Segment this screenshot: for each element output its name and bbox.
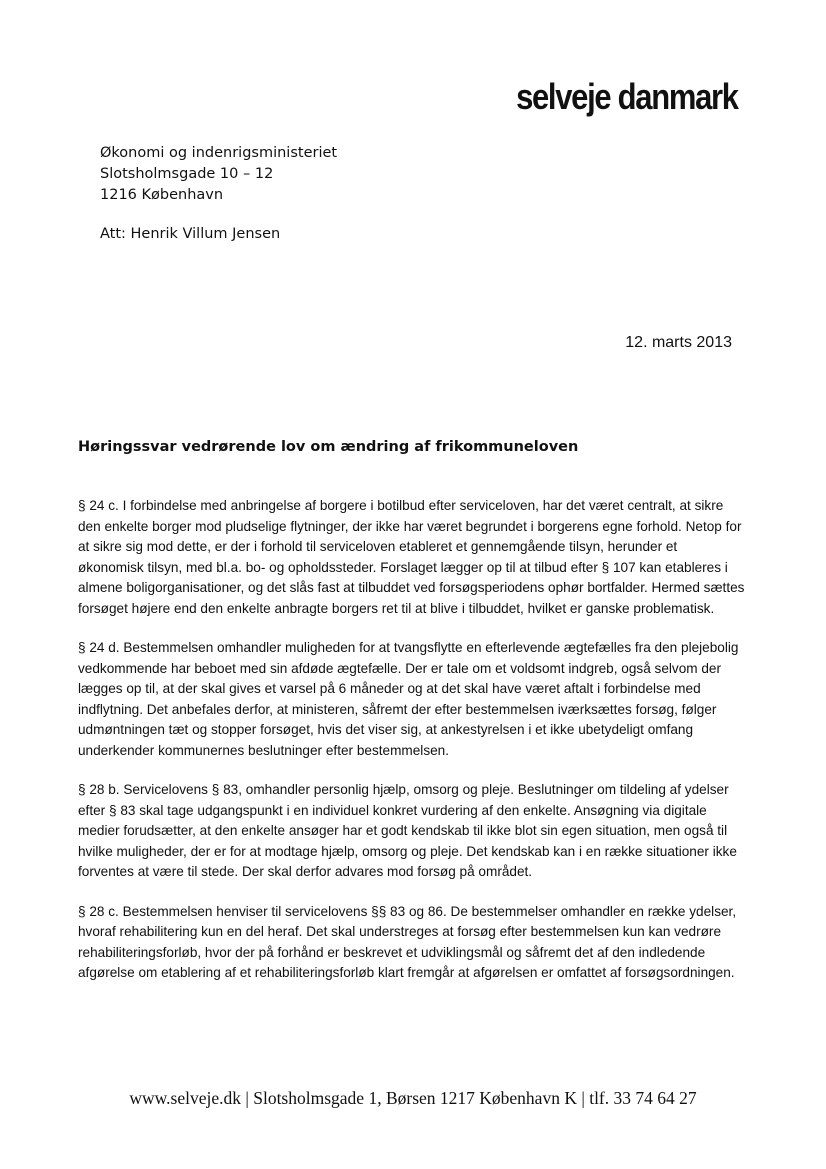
attention-line: Att: Henrik Villum Jensen [100, 226, 281, 242]
letter-subject: Høringssvar vedrørende lov om ændring af frikommuneloven [78, 439, 579, 455]
letter-date: 12. marts 2013 [625, 334, 732, 351]
recipient-name: Økonomi og indenrigsministeriet [100, 145, 338, 161]
recipient-street: Slotsholmsgade 10 – 12 [100, 166, 274, 182]
selveje-danmark-logo: selveje danmark [516, 76, 738, 117]
letter-footer: www.selveje.dk | Slotsholmsgade 1, Børsen 1217 København K | tlf. 33 74 64 27 [129, 1088, 697, 1108]
paragraph-28c: § 28 c. Bestemmelsen henviser til servicelovens §§ 83 og 86. De bestemmelser omhandler en række ydelser, hvoraf rehabilitering kun en del heraf. Det skal understreges at forsøg efter bestemmelsen kun kan vedrøre rehabiliteringsforløb, hvor der på forhånd er beskrevet et udviklingsmål og såfremt det af den indledende afgørelse om etablering af et rehabiliteringsforløb klart fremgår at afgørelsen er omfattet af forsøgsordningen. [78, 903, 737, 980]
paragraph-24d: § 24 d. Bestemmelsen omhandler muligheden for at tvangsflytte en efterlevende ægtefælles fra den plejebolig vedkommende har beboet med sin afdøde ægtefælle. Der er tale om et voldsomt indgreb, også selvom der lægges op til, at der skal gives et varsel på 6 måneder og at det skal have været aftalt i forbindelse med indflytning. Det anbefales derfor, at ministeren, såfremt der efter bestemmelsen iværksættes forsøg, følger udmøntningen tæt og stopper forsøget, hvis det viser sig, at ankestyrelsen i et ikke ubetydeligt omfang underkender kommunernes beslutninger efter bestemmelsen. [78, 640, 739, 758]
recipient-address [100, 143, 337, 206]
letter-body [78, 496, 746, 1003]
paragraph-28b: § 28 b. Servicelovens § 83, omhandler personlig hjælp, omsorg og pleje. Beslutninger om tildeling af ydelser efter § 83 skal tage udgangspunkt i en individuel konkret vurdering af den enkelte. Ansøgning via digitale medier forudsætter, at den enkelte ansøger har et godt kendskab til ikke blot sin egen situation, men også til hvilke muligheder, der er for at modtage hjælp, omsorg og pleje. Det kendskab kan i en række situationer ikke forventes at være til stede. Der skal derfor advares mod forsøg på området. [78, 782, 737, 879]
paragraph-24c: § 24 c. I forbindelse med anbringelse af borgere i botilbud efter serviceloven, har det været centralt, at sikre den enkelte borger mod pludselige flytninger, der ikke har været begrundet i borgerens egne forhold. Netop for at sikre sig mod dette, er der i forhold til serviceloven etableret et gennemgående tilsyn, herunder et økonomisk tilsyn, med bl.a. bo- og opholdssteder. Forslaget lægger op til at tilbud efter § 107 kan etableres i almene boligorganisationer, og det slås fast at tilbuddet ved forsøgsperiodens ophør bortfalder. Hermed sættes forsøget højere end den enkelte anbragte borgers ret til at blive i tilbuddet, hvilket er ganske problematisk. [78, 498, 745, 616]
recipient-city: 1216 København [100, 187, 224, 203]
